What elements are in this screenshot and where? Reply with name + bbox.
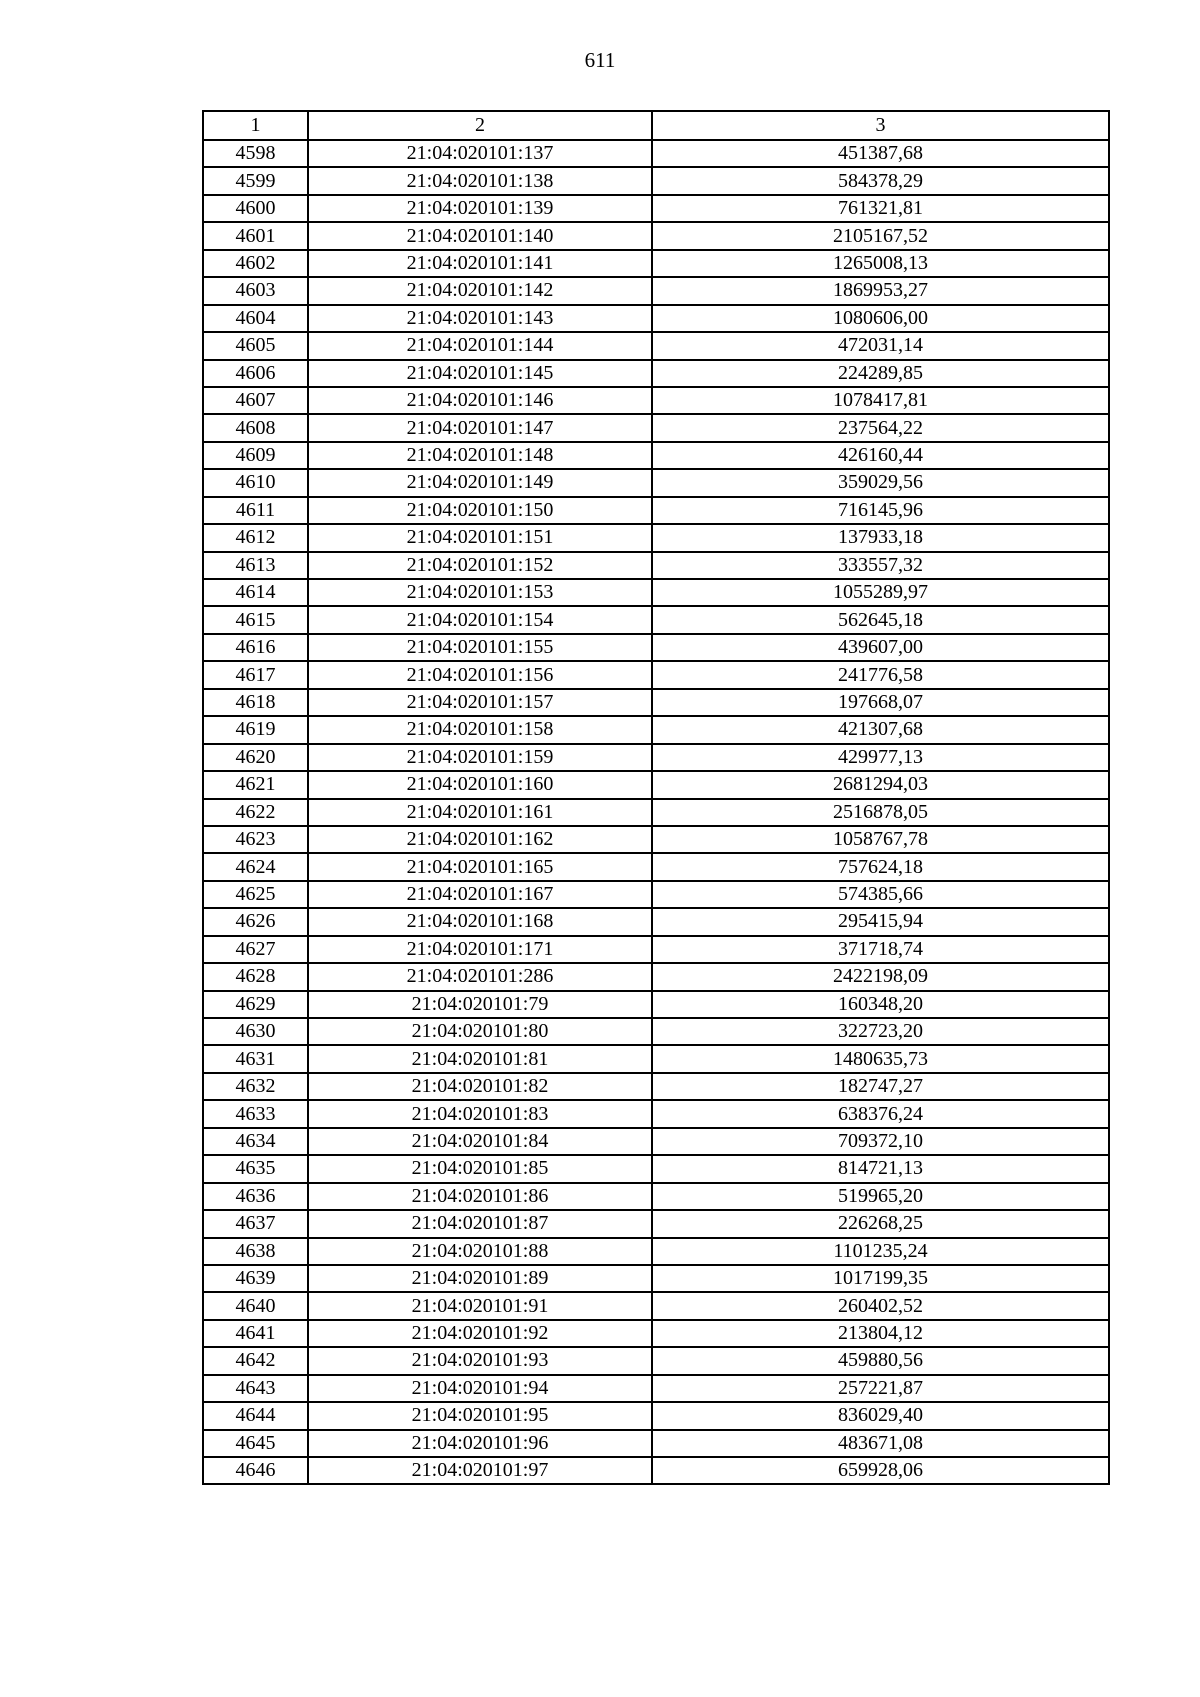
table-row: [203, 469, 1109, 496]
row-number-cell: 4635: [203, 1155, 308, 1182]
row-number-cell: 4602: [203, 250, 308, 277]
cadastral-number-cell: 21:04:020101:93: [308, 1347, 652, 1374]
cadastral-value-cell: 226268,25: [652, 1210, 1109, 1237]
table-row: [203, 1430, 1109, 1457]
cadastral-value-cell: 137933,18: [652, 524, 1109, 551]
table-row: [203, 744, 1109, 771]
row-number-cell: 4633: [203, 1100, 308, 1127]
cadastral-value-cell: 451387,68: [652, 140, 1109, 167]
table-row: [203, 1292, 1109, 1319]
cadastral-number-cell: 21:04:020101:79: [308, 991, 652, 1018]
table-row: [203, 497, 1109, 524]
table-row: [203, 936, 1109, 963]
row-number-cell: 4634: [203, 1128, 308, 1155]
cadastral-value-cell: 1078417,81: [652, 387, 1109, 414]
table-header: [203, 111, 1109, 140]
cadastral-value-cell: 2681294,03: [652, 771, 1109, 798]
row-number-cell: 4611: [203, 497, 308, 524]
cadastral-number-cell: 21:04:020101:161: [308, 799, 652, 826]
row-number-cell: 4632: [203, 1073, 308, 1100]
cadastral-value-cell: 519965,20: [652, 1183, 1109, 1210]
table-row: [203, 1265, 1109, 1292]
cadastral-number-cell: 21:04:020101:143: [308, 305, 652, 332]
row-number-cell: 4609: [203, 442, 308, 469]
cadastral-number-cell: 21:04:020101:95: [308, 1402, 652, 1429]
table-row: [203, 1183, 1109, 1210]
cadastral-number-cell: 21:04:020101:89: [308, 1265, 652, 1292]
row-number-cell: 4617: [203, 661, 308, 688]
row-number-cell: 4624: [203, 853, 308, 880]
header-row: [203, 111, 1109, 140]
table-row: [203, 1375, 1109, 1402]
cadastral-value-cell: 1017199,35: [652, 1265, 1109, 1292]
cadastral-number-cell: 21:04:020101:94: [308, 1375, 652, 1402]
table-row: [203, 1320, 1109, 1347]
cadastral-value-cell: 333557,32: [652, 552, 1109, 579]
cadastral-number-cell: 21:04:020101:167: [308, 881, 652, 908]
cadastral-number-cell: 21:04:020101:139: [308, 195, 652, 222]
table-row: [203, 167, 1109, 194]
cadastral-number-cell: 21:04:020101:154: [308, 606, 652, 633]
table-row: [203, 634, 1109, 661]
row-number-cell: 4642: [203, 1347, 308, 1374]
cadastral-number-cell: 21:04:020101:152: [308, 552, 652, 579]
table-row: [203, 414, 1109, 441]
row-number-cell: 4599: [203, 167, 308, 194]
cadastral-value-cell: 257221,87: [652, 1375, 1109, 1402]
table-row: [203, 908, 1109, 935]
row-number-cell: 4601: [203, 222, 308, 249]
cadastral-number-cell: 21:04:020101:147: [308, 414, 652, 441]
cadastral-value-cell: 1058767,78: [652, 826, 1109, 853]
cadastral-number-cell: 21:04:020101:159: [308, 744, 652, 771]
table-row: [203, 826, 1109, 853]
cadastral-value-table: [202, 110, 1110, 1485]
cadastral-value-cell: 562645,18: [652, 606, 1109, 633]
row-number-cell: 4622: [203, 799, 308, 826]
cadastral-number-cell: 21:04:020101:144: [308, 332, 652, 359]
row-number-cell: 4636: [203, 1183, 308, 1210]
cadastral-number-cell: 21:04:020101:148: [308, 442, 652, 469]
cadastral-value-cell: 429977,13: [652, 744, 1109, 771]
cadastral-value-cell: 836029,40: [652, 1402, 1109, 1429]
cadastral-value-cell: 359029,56: [652, 469, 1109, 496]
row-number-cell: 4637: [203, 1210, 308, 1237]
table-row: [203, 1018, 1109, 1045]
row-number-cell: 4612: [203, 524, 308, 551]
row-number-cell: 4641: [203, 1320, 308, 1347]
row-number-cell: 4638: [203, 1238, 308, 1265]
table-row: [203, 991, 1109, 1018]
table-row: [203, 1457, 1109, 1484]
table-row: [203, 250, 1109, 277]
row-number-cell: 4620: [203, 744, 308, 771]
cadastral-value-cell: 1265008,13: [652, 250, 1109, 277]
cadastral-number-cell: 21:04:020101:138: [308, 167, 652, 194]
row-number-cell: 4598: [203, 140, 308, 167]
cadastral-number-cell: 21:04:020101:286: [308, 963, 652, 990]
cadastral-value-cell: 1080606,00: [652, 305, 1109, 332]
cadastral-value-cell: 757624,18: [652, 853, 1109, 880]
table-row: [203, 689, 1109, 716]
cadastral-number-cell: 21:04:020101:92: [308, 1320, 652, 1347]
cadastral-value-cell: 260402,52: [652, 1292, 1109, 1319]
cadastral-number-cell: 21:04:020101:140: [308, 222, 652, 249]
cadastral-value-cell: 574385,66: [652, 881, 1109, 908]
row-number-cell: 4603: [203, 277, 308, 304]
cadastral-value-cell: 2105167,52: [652, 222, 1109, 249]
row-number-cell: 4614: [203, 579, 308, 606]
table-row: [203, 222, 1109, 249]
row-number-cell: 4626: [203, 908, 308, 935]
row-number-cell: 4606: [203, 360, 308, 387]
cadastral-number-cell: 21:04:020101:83: [308, 1100, 652, 1127]
cadastral-value-cell: 472031,14: [652, 332, 1109, 359]
cadastral-value-cell: 584378,29: [652, 167, 1109, 194]
cadastral-value-cell: 237564,22: [652, 414, 1109, 441]
row-number-cell: 4631: [203, 1045, 308, 1072]
table-row: [203, 963, 1109, 990]
table-row: [203, 332, 1109, 359]
table-row: [203, 552, 1109, 579]
cadastral-value-cell: 1055289,97: [652, 579, 1109, 606]
table-row: [203, 277, 1109, 304]
table-row: [203, 853, 1109, 880]
cadastral-number-cell: 21:04:020101:141: [308, 250, 652, 277]
cadastral-number-cell: 21:04:020101:87: [308, 1210, 652, 1237]
cadastral-value-cell: 160348,20: [652, 991, 1109, 1018]
row-number-cell: 4615: [203, 606, 308, 633]
table-row: [203, 716, 1109, 743]
cadastral-number-cell: 21:04:020101:150: [308, 497, 652, 524]
row-number-cell: 4619: [203, 716, 308, 743]
cadastral-number-cell: 21:04:020101:155: [308, 634, 652, 661]
row-number-cell: 4607: [203, 387, 308, 414]
table-row: [203, 1100, 1109, 1127]
cadastral-value-cell: 2516878,05: [652, 799, 1109, 826]
cadastral-number-cell: 21:04:020101:171: [308, 936, 652, 963]
row-number-cell: 4629: [203, 991, 308, 1018]
cadastral-number-cell: 21:04:020101:168: [308, 908, 652, 935]
row-number-cell: 4628: [203, 963, 308, 990]
cadastral-number-cell: 21:04:020101:158: [308, 716, 652, 743]
table-row: [203, 442, 1109, 469]
cadastral-value-cell: 814721,13: [652, 1155, 1109, 1182]
table-row: [203, 661, 1109, 688]
cadastral-value-cell: 659928,06: [652, 1457, 1109, 1484]
row-number-cell: 4630: [203, 1018, 308, 1045]
cadastral-value-cell: 2422198,09: [652, 963, 1109, 990]
row-number-cell: 4610: [203, 469, 308, 496]
cadastral-number-cell: 21:04:020101:84: [308, 1128, 652, 1155]
row-number-cell: 4643: [203, 1375, 308, 1402]
row-number-cell: 4618: [203, 689, 308, 716]
table-row: [203, 771, 1109, 798]
cadastral-value-cell: 761321,81: [652, 195, 1109, 222]
cadastral-number-cell: 21:04:020101:142: [308, 277, 652, 304]
table-row: [203, 195, 1109, 222]
table-row: [203, 524, 1109, 551]
cadastral-number-cell: 21:04:020101:80: [308, 1018, 652, 1045]
cadastral-value-cell: 182747,27: [652, 1073, 1109, 1100]
table-row: [203, 1347, 1109, 1374]
table-row: [203, 1402, 1109, 1429]
page-number: 611: [584, 48, 616, 72]
table-row: [203, 799, 1109, 826]
cadastral-number-cell: 21:04:020101:86: [308, 1183, 652, 1210]
row-number-cell: 4646: [203, 1457, 308, 1484]
cadastral-value-cell: 638376,24: [652, 1100, 1109, 1127]
table-row: [203, 1045, 1109, 1072]
row-number-cell: 4600: [203, 195, 308, 222]
row-number-cell: 4621: [203, 771, 308, 798]
row-number-cell: 4639: [203, 1265, 308, 1292]
table-row: [203, 360, 1109, 387]
cadastral-number-cell: 21:04:020101:156: [308, 661, 652, 688]
table-row: [203, 1155, 1109, 1182]
row-number-cell: 4608: [203, 414, 308, 441]
cadastral-number-cell: 21:04:020101:85: [308, 1155, 652, 1182]
table-row: [203, 387, 1109, 414]
cadastral-number-cell: 21:04:020101:88: [308, 1238, 652, 1265]
cadastral-number-cell: 21:04:020101:82: [308, 1073, 652, 1100]
cadastral-value-cell: 224289,85: [652, 360, 1109, 387]
table-row: [203, 305, 1109, 332]
cadastral-value-cell: 322723,20: [652, 1018, 1109, 1045]
cadastral-number-cell: 21:04:020101:162: [308, 826, 652, 853]
table-row: [203, 1210, 1109, 1237]
cadastral-value-cell: 709372,10: [652, 1128, 1109, 1155]
table-row: [203, 881, 1109, 908]
table-row: [203, 140, 1109, 167]
column-header-3: 3: [652, 111, 1109, 140]
table-row: [203, 1128, 1109, 1155]
cadastral-number-cell: 21:04:020101:91: [308, 1292, 652, 1319]
cadastral-value-cell: 197668,07: [652, 689, 1109, 716]
cadastral-number-cell: 21:04:020101:137: [308, 140, 652, 167]
column-header-1: 1: [203, 111, 308, 140]
table-row: [203, 1238, 1109, 1265]
cadastral-value-cell: 426160,44: [652, 442, 1109, 469]
row-number-cell: 4616: [203, 634, 308, 661]
cadastral-value-cell: 716145,96: [652, 497, 1109, 524]
cadastral-number-cell: 21:04:020101:96: [308, 1430, 652, 1457]
cadastral-value-cell: 483671,08: [652, 1430, 1109, 1457]
row-number-cell: 4644: [203, 1402, 308, 1429]
cadastral-number-cell: 21:04:020101:149: [308, 469, 652, 496]
cadastral-value-cell: 1480635,73: [652, 1045, 1109, 1072]
cadastral-value-cell: 459880,56: [652, 1347, 1109, 1374]
cadastral-number-cell: 21:04:020101:145: [308, 360, 652, 387]
row-number-cell: 4613: [203, 552, 308, 579]
row-number-cell: 4627: [203, 936, 308, 963]
cadastral-value-cell: 1869953,27: [652, 277, 1109, 304]
cadastral-value-cell: 421307,68: [652, 716, 1109, 743]
cadastral-value-cell: 213804,12: [652, 1320, 1109, 1347]
cadastral-number-cell: 21:04:020101:146: [308, 387, 652, 414]
row-number-cell: 4640: [203, 1292, 308, 1319]
cadastral-value-cell: 241776,58: [652, 661, 1109, 688]
cadastral-value-cell: 1101235,24: [652, 1238, 1109, 1265]
cadastral-number-cell: 21:04:020101:151: [308, 524, 652, 551]
table-row: [203, 1073, 1109, 1100]
cadastral-number-cell: 21:04:020101:97: [308, 1457, 652, 1484]
row-number-cell: 4604: [203, 305, 308, 332]
row-number-cell: 4645: [203, 1430, 308, 1457]
cadastral-value-cell: 295415,94: [652, 908, 1109, 935]
cadastral-number-cell: 21:04:020101:165: [308, 853, 652, 880]
cadastral-number-cell: 21:04:020101:153: [308, 579, 652, 606]
table-body: [203, 140, 1109, 1484]
row-number-cell: 4623: [203, 826, 308, 853]
cadastral-number-cell: 21:04:020101:157: [308, 689, 652, 716]
column-header-2: 2: [308, 111, 652, 140]
cadastral-number-cell: 21:04:020101:81: [308, 1045, 652, 1072]
cadastral-value-cell: 439607,00: [652, 634, 1109, 661]
cadastral-value-cell: 371718,74: [652, 936, 1109, 963]
row-number-cell: 4605: [203, 332, 308, 359]
row-number-cell: 4625: [203, 881, 308, 908]
table-row: [203, 606, 1109, 633]
table-row: [203, 579, 1109, 606]
cadastral-number-cell: 21:04:020101:160: [308, 771, 652, 798]
